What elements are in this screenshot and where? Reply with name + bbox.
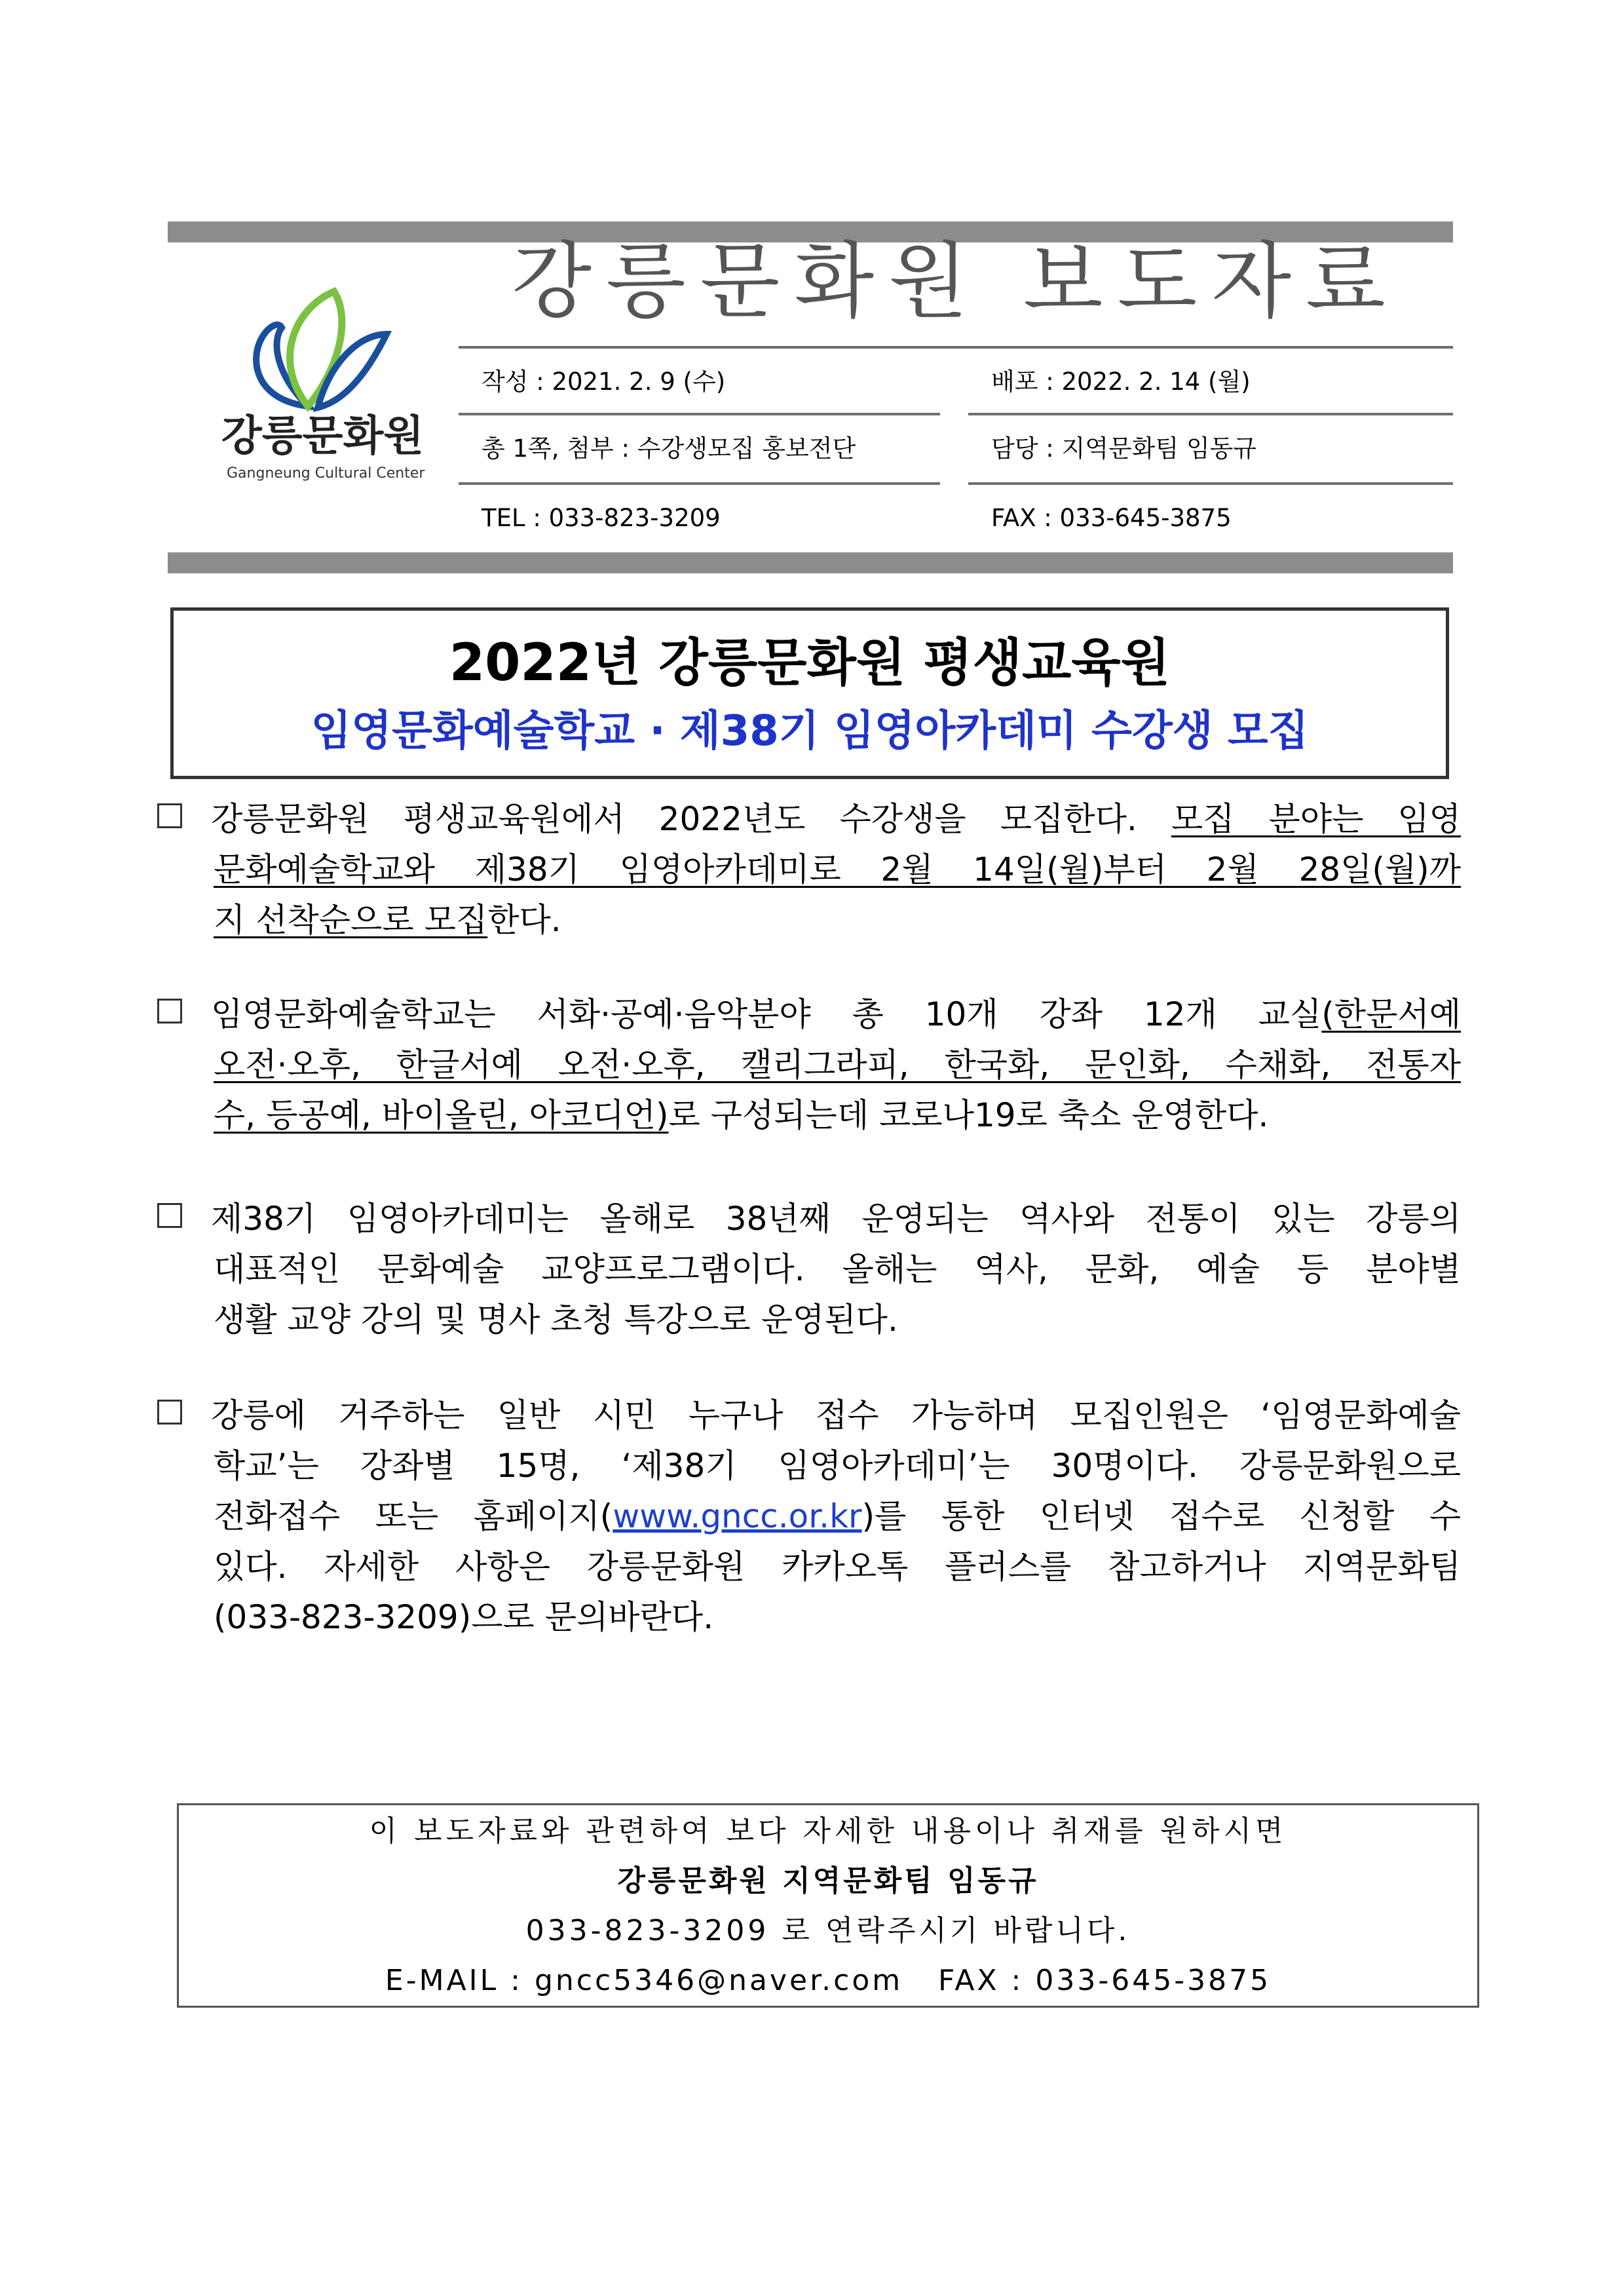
headline-subtitle: 임영문화예술학교 · 제38기 임영아카데미 수강생 모집 — [311, 707, 1309, 756]
checkbox-bullet-icon — [157, 803, 182, 828]
divider — [968, 482, 1453, 485]
paragraph-1 — [157, 794, 1461, 946]
text-line: 생활 교양 강의 및 명사 초청 특강으로 운영된다. — [214, 1301, 898, 1339]
logo-name-en: Gangneung Cultural Center — [227, 465, 425, 482]
checkbox-bullet-icon — [157, 999, 182, 1024]
page-count: 총 1쪽, 첨부 : 수강생모집 홍보전단 — [482, 434, 856, 463]
headline-title: 2022년 강릉문화원 평생교육원 — [449, 634, 1171, 693]
footer-phone: 033-823-3209 로 연락주시기 바랍니다. — [525, 1914, 1131, 1947]
text-line: 강릉에 거주하는 일반 시민 누구나 접수 가능하며 모집인원은 ‘임영문화예술 — [211, 1396, 1461, 1434]
text-line: 제38기 임영아카데미는 올해로 38년째 운영되는 역사와 전통이 있는 강릉의 — [211, 1200, 1461, 1238]
underlined-text: (한문서예 — [1321, 995, 1461, 1033]
header-bottom-bar — [168, 552, 1453, 573]
text-span: 전화접수 또는 홈페이지( — [214, 1497, 613, 1535]
distribution-date: 배포 : 2022. 2. 14 (월) — [991, 368, 1251, 396]
text-line — [214, 895, 1461, 946]
contact-person: 담당 : 지역문화팀 임동규 — [991, 434, 1257, 463]
written-date: 작성 : 2021. 2. 9 (수) — [482, 368, 726, 396]
divider — [459, 482, 940, 485]
paragraph-2 — [157, 989, 1461, 1141]
text-line: 대표적인 문화예술 교양프로그램이다. 올해는 역사, 문화, 예술 등 분야별 — [214, 1250, 1461, 1288]
text-line: (033-823-3209)으로 문의바란다. — [214, 1598, 714, 1636]
text-span: 로 구성되는데 코로나19로 축소 운영한다. — [668, 1096, 1269, 1134]
headline-box — [170, 607, 1449, 779]
leaf-logo-icon — [210, 282, 432, 413]
logo — [210, 282, 432, 498]
footer-intro: 이 보도자료와 관련하여 보다 자세한 내용이나 취재를 원하시면 — [369, 1814, 1287, 1848]
paragraph-3 — [157, 1194, 1461, 1345]
text-span: 임영문화예술학교는 서화·공예·음악분야 총 10개 강좌 12개 교실 — [211, 995, 1322, 1033]
text-span: )를 통한 인터넷 접수로 신청할 수 — [861, 1497, 1462, 1535]
footer-email-fax: E-MAIL : gncc5346@naver.com FAX : 033-645-3875 — [385, 1964, 1272, 1997]
checkbox-bullet-icon — [157, 1400, 182, 1425]
underlined-line: 오전·오후, 한글서예 오전·오후, 캘리그라피, 한국화, 문인화, 수채화, 전통자 — [214, 1046, 1461, 1084]
homepage-link[interactable]: www.gncc.or.kr — [613, 1497, 862, 1535]
text-line — [211, 989, 1461, 1040]
text-span: 한다. — [487, 901, 561, 939]
text-line: 있다. 자세한 사항은 강릉문화원 카카오톡 플러스를 참고하거나 지역문화팀 — [214, 1548, 1461, 1586]
underlined-line: 문화예술학교와 제38기 임영아카데미로 2월 14일(월)부터 2월 28일(월)까 — [214, 851, 1461, 889]
text-line: 학교’는 강좌별 15명, ‘제38기 임영아카데미’는 30명이다. 강릉문화원으로 — [214, 1447, 1461, 1485]
tel: TEL : 033-823-3209 — [482, 504, 721, 532]
underlined-text: 모집 분야는 임영 — [1171, 800, 1461, 838]
logo-name-ko: 강릉문화원 — [221, 412, 425, 461]
footer-contact-box — [177, 1803, 1479, 2008]
text-line — [214, 1491, 1461, 1542]
checkbox-bullet-icon — [157, 1203, 182, 1228]
divider — [459, 413, 940, 415]
divider — [968, 413, 1453, 415]
text-span: 강릉문화원 평생교육원에서 2022년도 수강생을 모집한다. — [211, 800, 1171, 838]
fax: FAX : 033-645-3875 — [991, 504, 1232, 532]
footer-contact-name: 강릉문화원 지역문화팀 임동규 — [617, 1864, 1039, 1898]
underlined-text: 수, 등공예, 바이올린, 아코디언) — [214, 1096, 669, 1134]
text-line — [214, 1090, 1461, 1141]
page-title: 강릉문화원 보도자료 — [512, 233, 1400, 330]
underlined-text: 지 선착순으로 모집 — [214, 901, 488, 939]
text-line — [211, 794, 1461, 845]
paragraph-4 — [157, 1390, 1461, 1643]
divider — [459, 346, 1453, 349]
